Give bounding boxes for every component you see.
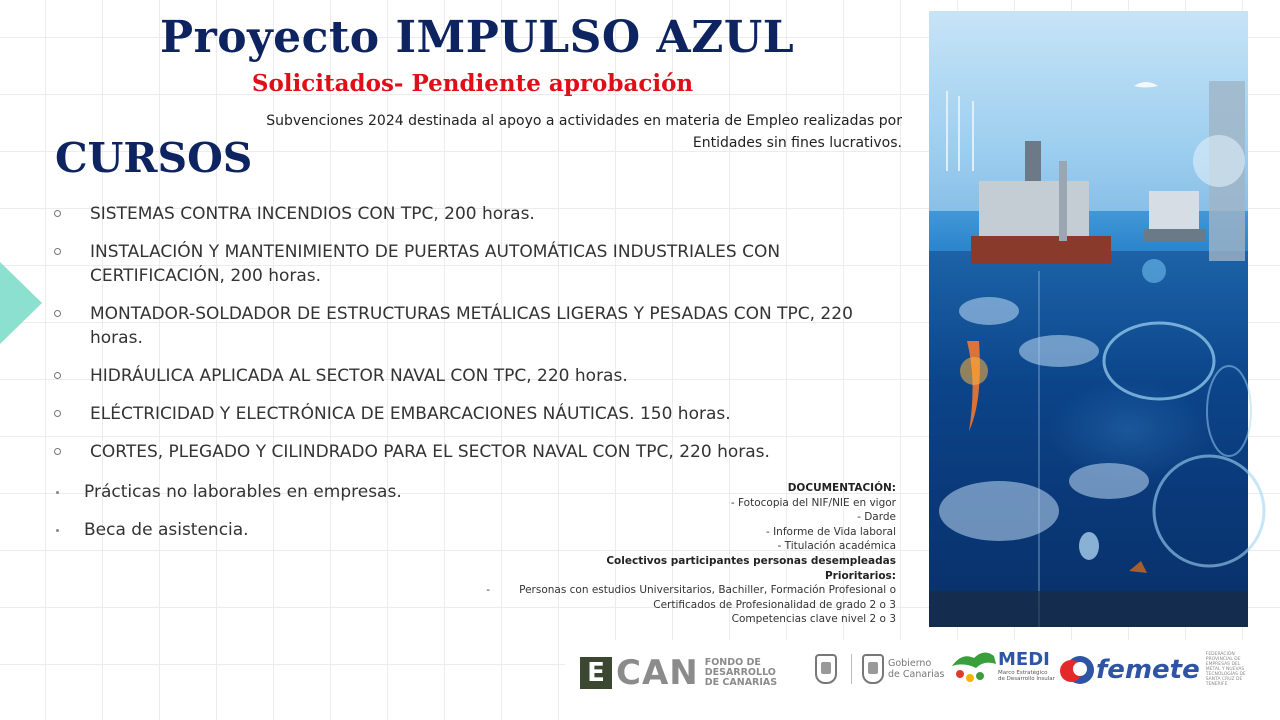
course-label: ELÉCTRICIDAD Y ELECTRÓNICA DE EMBARCACIONES NÁUTICAS. 150 horas. <box>90 404 731 424</box>
marine-scene-graphic <box>929 11 1248 627</box>
page-title: Proyecto IMPULSO AZUL <box>160 12 795 63</box>
course-item <box>52 240 902 288</box>
medi-logo <box>950 644 1055 686</box>
ecan-sub-line: DE CANARIAS <box>704 677 778 688</box>
extra-item <box>52 480 402 504</box>
circle-bullet-icon <box>54 372 61 379</box>
femete-emblem-icon <box>1066 656 1094 684</box>
ecan-logo <box>580 653 777 693</box>
gobierno-canarias-logo <box>815 654 945 684</box>
course-item <box>52 440 902 464</box>
gobierno-line: de Canarias <box>888 669 945 680</box>
course-label: MONTADOR-SOLDADOR DE ESTRUCTURAS METÁLICAS LIGERAS Y PESADAS CON TPC, 220 horas. <box>90 304 853 348</box>
priority-item-2: Competencias clave nivel 2 o 3 <box>731 613 896 626</box>
documentation-heading: DOCUMENTACIÓN: <box>787 482 896 494</box>
priority-text: Personas con estudios Universitarios, Bachiller, Formación Profesional o Certificados de Profesionalidad de grado 2 o 3 <box>519 584 896 611</box>
priority-item <box>470 583 896 612</box>
dot-bullet-icon <box>56 491 59 494</box>
dot-bullet-icon <box>56 529 59 532</box>
extra-label: Beca de asistencia. <box>84 520 249 540</box>
extra-item <box>52 518 402 542</box>
medi-subtitle: de Desarrollo Insular <box>998 675 1055 682</box>
extras-list <box>52 480 402 556</box>
documentation-item: - Titulación académica <box>777 540 896 553</box>
medi-text-block <box>998 649 1055 682</box>
documentation-item: - Informe de Vida laboral <box>765 525 896 538</box>
priority-heading: Prioritarios: <box>824 569 896 582</box>
course-label: INSTALACIÓN Y MANTENIMIENTO DE PUERTAS AUTOMÁTICAS INDUSTRIALES CON CERTIFICACIÓN, 200 horas. <box>90 242 781 286</box>
decorative-arrow <box>0 262 42 344</box>
shield-icon <box>815 654 837 684</box>
coat-of-arms-icon <box>862 654 884 684</box>
intro-text <box>212 110 902 154</box>
ecan-mark: E <box>580 657 612 689</box>
documentation-box <box>470 481 896 626</box>
intro-line: Entidades sin fines lucrativos. <box>692 135 902 151</box>
gobierno-line: Gobierno <box>888 658 932 669</box>
circle-bullet-icon <box>54 248 61 255</box>
circle-bullet-icon <box>54 410 61 417</box>
course-item <box>52 364 902 388</box>
ecan-name: CAN <box>616 653 699 693</box>
medi-island-icon <box>950 644 998 686</box>
medi-subtitle: Marco Estratégico <box>998 669 1048 676</box>
femete-logo <box>1066 652 1250 687</box>
documentation-item: - Fotocopia del NIF/NIE en vigor <box>730 496 896 509</box>
course-label: CORTES, PLEGADO Y CILINDRADO PARA EL SECTOR NAVAL CON TPC, 220 horas. <box>90 442 770 462</box>
documentation-item: - Darde <box>857 511 896 524</box>
course-label: SISTEMAS CONTRA INCENDIOS CON TPC, 200 horas. <box>90 204 535 224</box>
courses-heading: CURSOS <box>55 134 253 182</box>
circle-bullet-icon <box>54 448 61 455</box>
circle-bullet-icon <box>54 210 61 217</box>
course-item <box>52 202 902 226</box>
page-subtitle: Solicitados- Pendiente aprobación <box>251 70 694 97</box>
ecan-sub-line: FONDO DE <box>704 657 761 668</box>
gobierno-text <box>888 658 945 680</box>
course-label: HIDRÁULICA APLICADA AL SECTOR NAVAL CON TPC, 220 horas. <box>90 366 628 386</box>
logo-divider <box>851 654 852 684</box>
ecan-sub-line: DESARROLLO <box>704 667 776 678</box>
course-item <box>52 302 902 350</box>
course-list <box>52 202 902 478</box>
priority-dash: - <box>486 584 490 597</box>
course-item <box>52 402 902 426</box>
ecan-subtitle <box>705 658 777 688</box>
femete-subtitle: FEDERACIÓN PROVINCIAL DE EMPRESAS DEL METAL Y NUEVAS TECNOLOGÍAS DE SANTA CRUZ DE TENERIFE <box>1205 652 1246 687</box>
circle-bullet-icon <box>54 310 61 317</box>
intro-line: Subvenciones 2024 destinada al apoyo a actividades en materia de Empleo realizadas por <box>266 113 902 129</box>
extra-label: Prácticas no laborables en empresas. <box>84 482 402 502</box>
marine-industry-illustration <box>929 11 1248 627</box>
medi-name: MEDI <box>998 648 1050 670</box>
collectives-heading: Colectivos participantes personas desempleadas <box>606 554 896 567</box>
femete-name: femete <box>1096 654 1200 685</box>
